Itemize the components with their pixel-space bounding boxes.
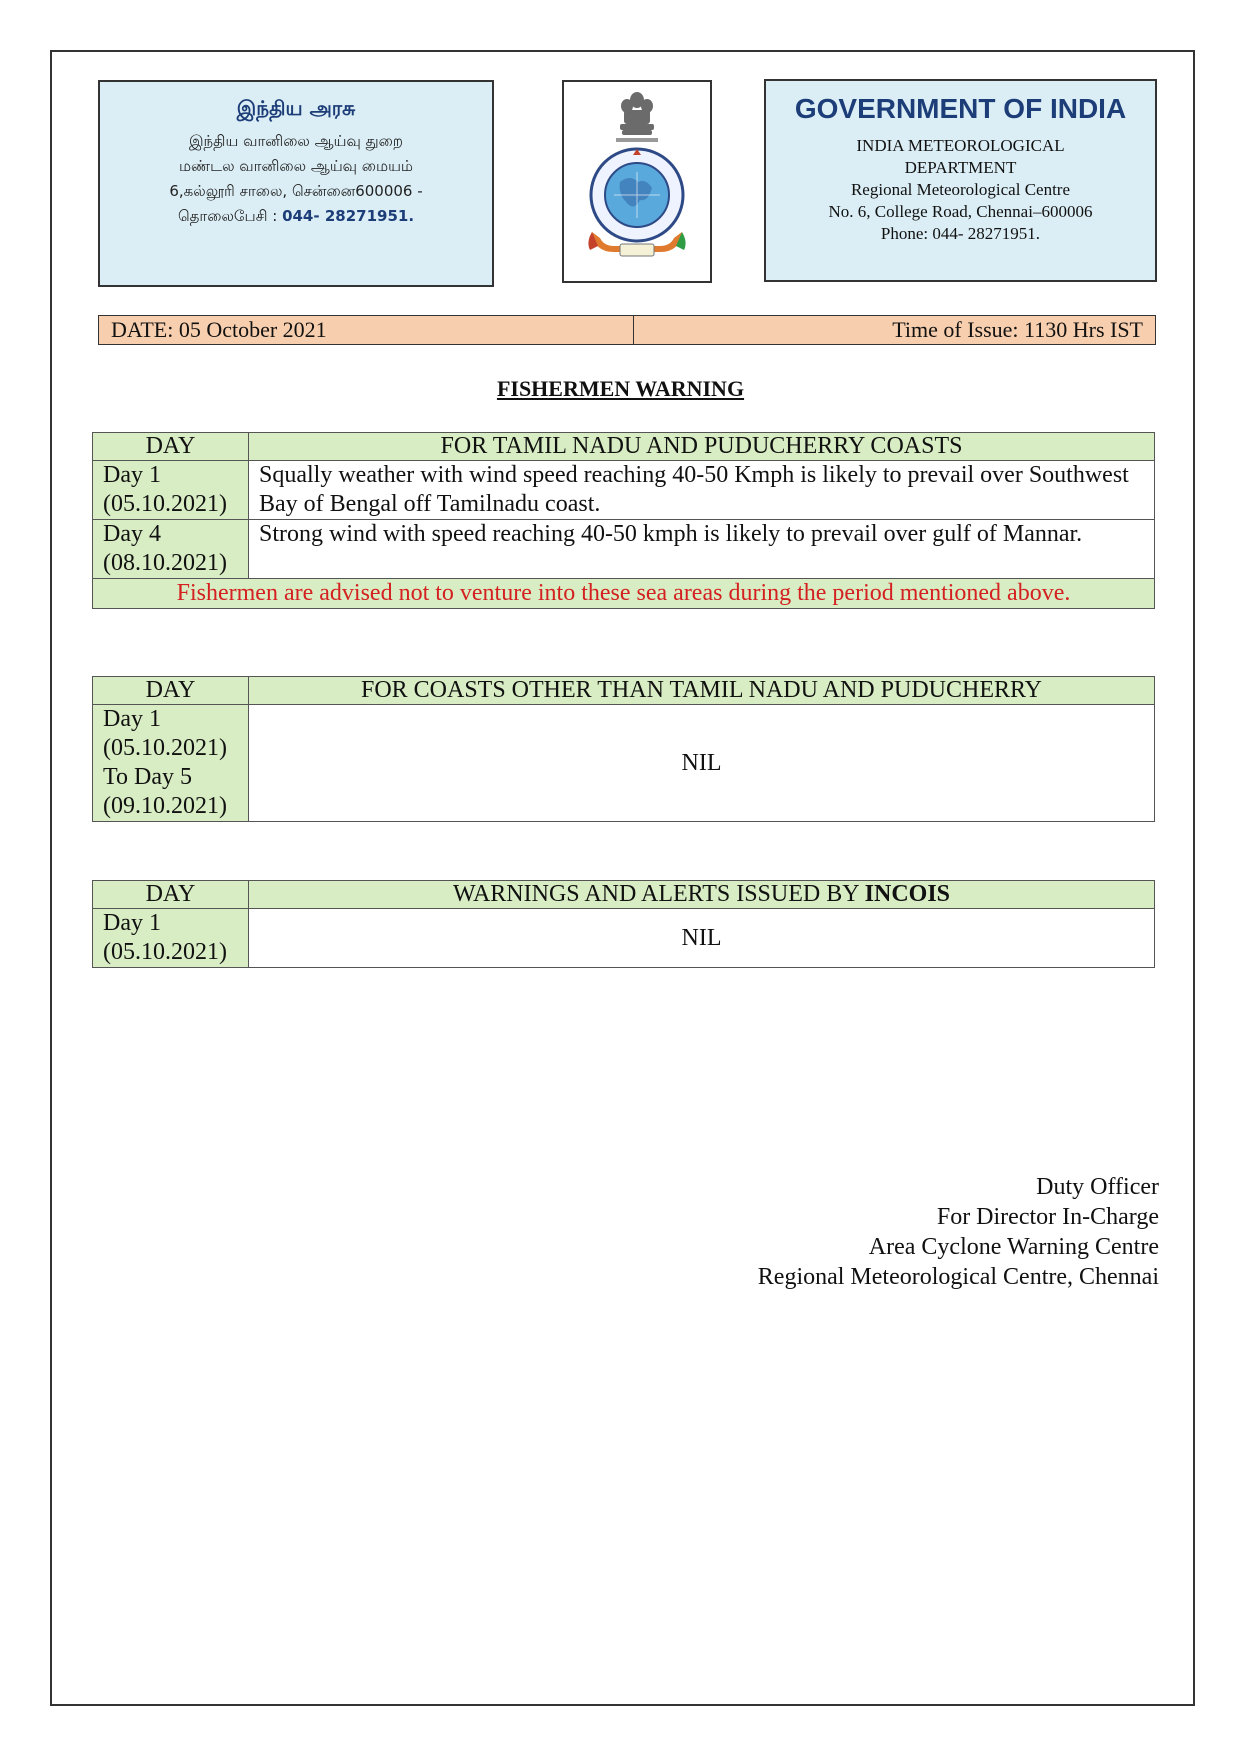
- government-title: GOVERNMENT OF INDIA: [794, 93, 1127, 124]
- day-line: (05.10.2021): [103, 735, 227, 761]
- warning-value: NIL: [249, 705, 1155, 822]
- warning-text: Strong wind with speed reaching 40-50 kmph is likely to prevail over gulf of Mannar.: [249, 520, 1155, 579]
- table-row: [93, 461, 1155, 520]
- incois-header-name: INCOIS: [864, 881, 951, 907]
- tamil-line-2: மண்டல வானிலை ஆய்வு மையம்: [178, 157, 414, 175]
- tamil-line-3: 6,கல்லூரி சாலை, சென்னை600006 -: [169, 182, 423, 200]
- day-label: Day 1: [103, 462, 161, 488]
- date-bar: [98, 315, 1156, 345]
- column-header-day: DAY: [93, 433, 249, 461]
- english-line-4: No. 6, College Road, Chennai–600006: [828, 202, 1093, 221]
- imd-logo: [562, 80, 712, 283]
- day-cell: [93, 520, 249, 579]
- day-date: (05.10.2021): [103, 491, 227, 517]
- column-header-description: FOR COASTS OTHER THAN TAMIL NADU AND PUDUCHERRY: [249, 677, 1155, 705]
- signature-line-2: For Director In-Charge: [936, 1204, 1159, 1230]
- english-line-2: DEPARTMENT: [904, 158, 1017, 177]
- tamil-phone: 044- 28271951.: [282, 207, 415, 225]
- page-border: [50, 50, 1195, 1706]
- signature-block: [758, 1172, 1159, 1292]
- tamil-phone-line: [100, 204, 492, 229]
- day-line: Day 1: [103, 706, 161, 732]
- column-header-description: FOR TAMIL NADU AND PUDUCHERRY COASTS: [249, 433, 1155, 461]
- english-line-5: Phone: 044- 28271951.: [880, 224, 1041, 243]
- warning-text: Squally weather with wind speed reaching 40-50 Kmph is likely to prevail over Southwest Bay of Bengal off Tamilnadu coast.: [249, 461, 1155, 520]
- column-header-day: DAY: [93, 677, 249, 705]
- issue-time: Time of Issue: 1130 Hrs IST: [892, 317, 1143, 342]
- fishermen-advisory: Fishermen are advised not to venture into these sea areas during the period mentioned above.: [93, 579, 1155, 609]
- incois-header-prefix: WARNINGS AND ALERTS ISSUED BY: [452, 881, 865, 907]
- tamil-phone-label: தொலைபேசி :: [177, 207, 278, 225]
- day-line: (09.10.2021): [103, 793, 227, 819]
- table-row: [93, 705, 1155, 822]
- day-label: Day 4: [103, 521, 161, 547]
- tamil-title: இந்திய அரசு: [236, 96, 356, 120]
- advisory-row: [93, 579, 1155, 609]
- english-header-box: [764, 79, 1157, 282]
- signature-line-4: Regional Meteorological Centre, Chennai: [757, 1264, 1159, 1290]
- day-cell: [93, 909, 249, 968]
- day-cell: [93, 705, 249, 822]
- warning-value: NIL: [249, 909, 1155, 968]
- english-line-3: Regional Meteorological Centre: [850, 180, 1071, 199]
- column-header-description: [249, 881, 1155, 909]
- day-cell: [93, 461, 249, 520]
- document-title: FISHERMEN WARNING: [496, 376, 745, 401]
- other-coasts-warning-table: [92, 676, 1155, 822]
- day-line: (05.10.2021): [103, 939, 227, 965]
- tamil-header-box: [98, 80, 494, 287]
- signature-line-1: Duty Officer: [1036, 1174, 1159, 1200]
- incois-alerts-table: [92, 880, 1155, 968]
- english-line-1: INDIA METEOROLOGICAL: [856, 136, 1065, 155]
- imd-emblem-icon: [564, 82, 710, 281]
- column-header-day: DAY: [93, 881, 249, 909]
- day-date: (08.10.2021): [103, 550, 227, 576]
- table-row: [93, 520, 1155, 579]
- signature-line-3: Area Cyclone Warning Centre: [868, 1234, 1159, 1260]
- table-row: [93, 909, 1155, 968]
- issue-date: DATE: 05 October 2021: [99, 316, 634, 344]
- tamil-line-1: இந்திய வானிலை ஆய்வு துறை: [188, 132, 404, 150]
- tamilnadu-warning-table: [92, 432, 1155, 609]
- day-line: Day 1: [103, 910, 161, 936]
- day-line: To Day 5: [103, 764, 192, 790]
